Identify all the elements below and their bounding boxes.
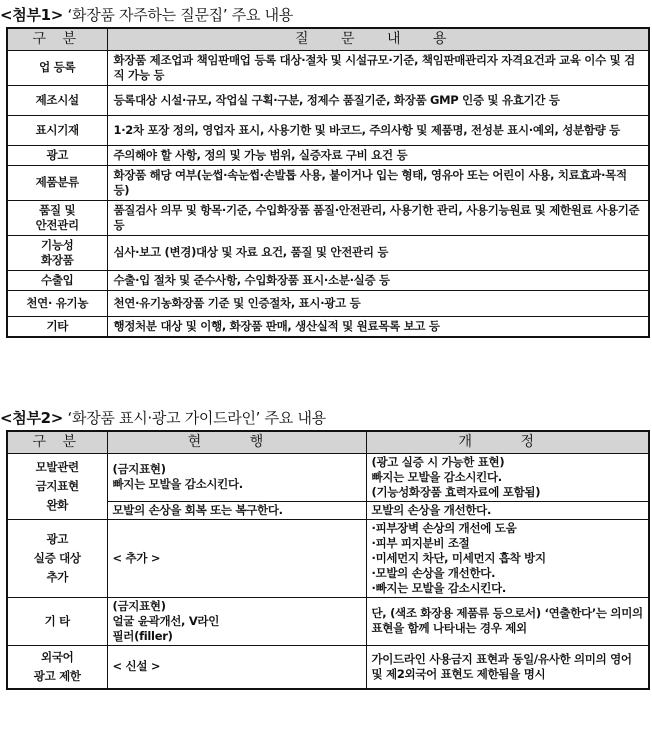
current-cell-line: (금지표현) [112,462,166,476]
row-content: 화장품 제조업과 책임판매업 등록 대상·절차 및 시설규모·기준, 책임판매관리자 자격요건과 교육 이수 및 검직 가능 등 [107,50,649,85]
table-header-row [7,28,649,50]
current-cell-line: (금지표현) [112,598,166,613]
current-cell-line: 얼굴 윤곽개선, V라인 [112,613,220,628]
revised-cell [366,501,649,519]
header-content: 질 문 내 용 [107,28,649,50]
current-cell-line: 필러(filler) [112,628,173,643]
row-content: 심사·보고 (변경)대상 및 자료 요건, 품질 및 안전관리 등 [107,235,649,270]
current-cell [107,597,366,645]
current-cell [107,453,366,501]
header-category: 구 분 [7,28,107,50]
row-category: 제조시설 [7,85,107,115]
table-row [7,316,649,337]
table-row [7,115,649,145]
revised-cell-line: 단, (색조 화장용 제품류 등으로서) ‘연출한다’는 의미의 표현을 함께 나타내는 경우 제외 [371,606,643,635]
row-category: 기타 [7,316,107,337]
row-category: 모발관련 금지표현 완화 [7,453,107,519]
row-category: 광고 [7,145,107,165]
section2-title [0,407,326,428]
current-cell-line: 빠지는 모발을 감소시킨다. [112,477,243,491]
table-row [7,597,649,645]
row-content: 1·2차 포장 정의, 영업자 표시, 사용기한 및 바코드, 주의사항 및 제품명, 전성분 표시·예외, 성분함량 등 [107,115,649,145]
current-cell [107,501,366,519]
section1-heading: ‘화장품 자주하는 질문집’ 주요 내용 [63,6,294,24]
faq-summary-table [6,27,650,338]
row-content: 품질검사 의무 및 항목·기준, 수입화장품 품질·안전관리, 사용기한 관리, 사용기능원료 및 제한원료 사용기준 등 [107,200,649,235]
row-content: 천연·유기농화장품 기준 및 인증절차, 표시·광고 등 [107,290,649,316]
row-category: 외국어 광고 제한 [7,645,107,689]
revised-cell-line: 빠지는 모발을 감소시킨다. [371,469,502,484]
revised-cell-line: ·피부장벽 손상의 개선에 도움 [371,520,517,535]
revised-cell-line: ·미세먼지 차단, 미세먼지 흡착 방지 [371,550,546,565]
table-row [7,519,649,597]
revised-cell [366,453,649,501]
section1-tag: <첨부1> [0,6,64,24]
row-content: 주의해야 할 사항, 정의 및 가능 범위, 실증자료 구비 요건 등 [107,145,649,165]
revised-cell-line: ·빠지는 모발을 감소시킨다. [371,580,506,595]
section2-heading: ‘화장품 표시·광고 가이드라인’ 주요 내용 [63,409,326,427]
table-row [7,50,649,85]
table-row [7,235,649,270]
row-content: 등록대상 시설·규모, 작업실 구획·구분, 정제수 품질기준, 화장품 GMP 인증 및 유효기간 등 [107,85,649,115]
revised-cell-line: (광고 실증 시 가능한 표현) [371,454,505,469]
row-category: 업 등록 [7,50,107,85]
table-row [7,453,649,501]
revised-cell-line: ·모발의 손상을 개선한다. [371,565,496,580]
table-row [7,200,649,235]
row-content: 수출·입 절차 및 준수사항, 수입화장품 표시·소분·실증 등 [107,270,649,290]
row-category: 기능성 화장품 [7,235,107,270]
revised-cell-line: 모발의 손상을 개선한다. [371,502,492,517]
revised-cell-line: ·피부 피지분비 조절 [371,535,470,550]
revised-cell [366,645,649,689]
row-category: 천연· 유기농 [7,290,107,316]
header-category: 구 분 [7,431,107,453]
row-category: 품질 및 안전관리 [7,200,107,235]
guideline-summary-table [6,430,650,690]
row-content: 화장품 해당 여부(눈썹·속눈썹·손발톱 사용, 붙이거나 입는 형태, 영유아 또는 어린이 사용, 치료효과·목적 등) [107,165,649,200]
revised-cell [366,597,649,645]
table-row [7,85,649,115]
revised-cell-line: (기능성화장품 효력자료에 포함됨) [371,484,541,499]
row-category: 기 타 [7,597,107,645]
header-revised: 개 정 [366,431,649,453]
section2-tag: <첨부2> [0,409,64,427]
table-row [7,165,649,200]
current-cell-line: < 신설 > [112,659,161,673]
table-row [7,270,649,290]
current-cell [107,519,366,597]
current-cell-line: 모발의 손상을 회복 또는 복구한다. [112,502,283,517]
row-category: 수출입 [7,270,107,290]
row-category: 제품분류 [7,165,107,200]
table-header-row [7,431,649,453]
table-row [7,645,649,689]
row-content: 행정처분 대상 및 이행, 화장품 판매, 생산실적 및 원료목록 보고 등 [107,316,649,337]
table-row [7,290,649,316]
revised-cell-line: 가이드라인 사용금지 표현과 동일/유사한 의미의 영어 및 제2외국어 표현도 제한됨을 명시 [371,651,632,681]
current-cell-line: < 추가 > [112,550,161,565]
current-cell [107,645,366,689]
revised-cell [366,519,649,597]
section1-title [0,4,293,25]
row-category: 표시기재 [7,115,107,145]
header-current: 현 행 [107,431,366,453]
row-category: 광고 실증 대상 추가 [7,519,107,597]
table-row [7,145,649,165]
